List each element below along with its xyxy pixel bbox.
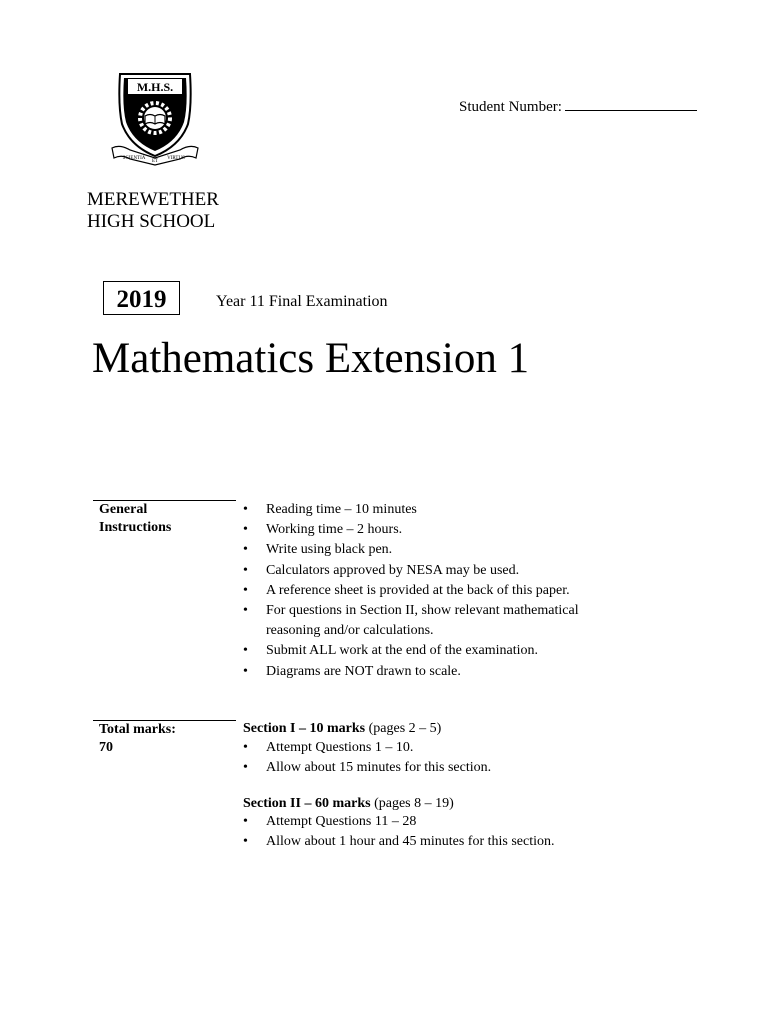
- list-item: [243, 520, 579, 540]
- instruction-text: Write using black pen.: [266, 542, 393, 558]
- section1-heading-bold: Section I – 10 marks: [243, 721, 366, 736]
- general-instructions-label-line2: Instructions: [99, 520, 172, 535]
- list-item: [243, 561, 579, 581]
- section1-heading: [243, 721, 441, 737]
- instruction-text: Submit ALL work at the end of the examination.: [266, 643, 539, 659]
- instruction-text-continuation: reasoning and/or calculations.: [266, 623, 434, 639]
- crest-initials: M.H.S.: [136, 80, 174, 94]
- section1-item-text: Allow about 15 minutes for this section.: [266, 760, 492, 776]
- list-item: [243, 581, 579, 601]
- instruction-text: For questions in Section II, show relevant mathematical: [266, 603, 579, 619]
- list-item: [243, 500, 579, 520]
- general-instructions-list: [243, 500, 579, 682]
- general-instructions-label-line1: General: [99, 502, 148, 517]
- section2-item-text: Attempt Questions 11 – 28: [266, 814, 417, 829]
- school-crest-logo: [108, 66, 202, 166]
- total-marks-label-text: Total marks:: [99, 722, 176, 737]
- list-item: [243, 812, 555, 832]
- instruction-text: A reference sheet is provided at the back of this paper.: [266, 582, 570, 598]
- general-instructions-label: [99, 501, 171, 537]
- list-item: [243, 641, 579, 661]
- list-item: [243, 832, 555, 852]
- section1-item-text: Attempt Questions 1 – 10.: [266, 740, 414, 755]
- section1-pages: (pages 2 – 5): [368, 721, 442, 736]
- instruction-text: Working time – 2 hours.: [266, 522, 403, 538]
- exam-name: Year 11 Final Examination: [216, 293, 388, 310]
- section2-list: [243, 812, 555, 852]
- section1-list: [243, 738, 491, 778]
- section2-item-text: Allow about 1 hour and 45 minutes for this section.: [266, 834, 555, 850]
- instruction-text: Diagrams are NOT drawn to scale.: [266, 663, 461, 679]
- list-item: [243, 662, 579, 682]
- school-name-line1: MEREWETHER: [87, 189, 219, 210]
- crest-motto-center: ET: [151, 159, 159, 164]
- school-name: [87, 189, 219, 233]
- crest-motto-right: VIRTUS: [167, 156, 185, 161]
- section2-heading: [243, 796, 454, 812]
- school-name-line2: HIGH SCHOOL: [87, 211, 216, 232]
- student-number-label: Student Number:: [459, 99, 562, 115]
- section2-heading-bold: Section II – 60 marks: [243, 796, 371, 811]
- subject-title: Mathematics Extension 1: [92, 335, 530, 382]
- total-marks-label: [99, 721, 176, 757]
- list-item: [243, 601, 579, 641]
- section2-pages: (pages 8 – 19): [374, 796, 454, 811]
- list-item: [243, 540, 579, 560]
- total-marks-value: 70: [99, 740, 113, 755]
- exam-year-box: 2019: [103, 281, 180, 315]
- student-number-blank-line[interactable]: [565, 98, 697, 111]
- instruction-text: Calculators approved by NESA may be used.: [266, 562, 520, 578]
- student-number-field[interactable]: [459, 98, 697, 116]
- crest-motto-left: SCIENTIA: [122, 156, 146, 161]
- list-item: [243, 738, 491, 758]
- instruction-text: Reading time – 10 minutes: [266, 502, 417, 517]
- list-item: [243, 758, 491, 778]
